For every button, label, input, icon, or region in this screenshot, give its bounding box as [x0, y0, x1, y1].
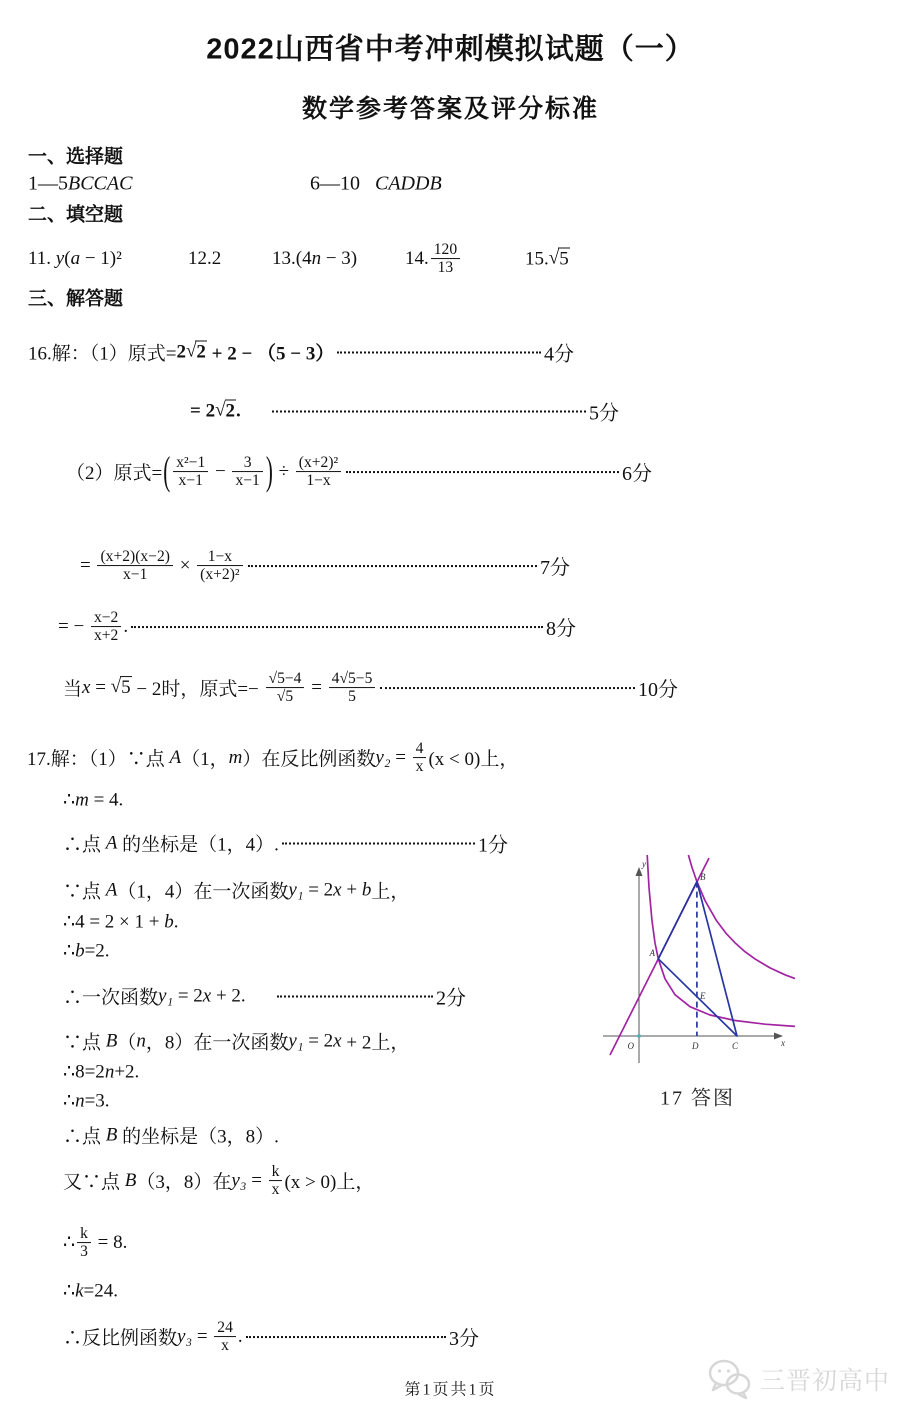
math-variable: A [169, 747, 182, 768]
math-text: = [192, 1326, 213, 1347]
section-heading-solution: 三、解答题 [28, 288, 124, 310]
fraction [91, 609, 121, 645]
fill-answer-12 [188, 248, 221, 270]
radical-sign-icon: √ [215, 399, 226, 421]
math-text: ∴一次函数 [63, 987, 159, 1009]
page-subtitle: 数学参考答案及评分标准 [301, 96, 599, 123]
fraction-numerator: k [271, 1163, 280, 1181]
dot-leader [131, 626, 543, 628]
solution-line-17-5 [63, 911, 178, 934]
math-bold-text: = 2 [190, 400, 216, 421]
score-label: 4分 [544, 343, 574, 366]
math-variable: x [202, 985, 212, 1006]
watermark-text: 三晋初高中 [760, 1368, 891, 1395]
fraction-numerator: 24 [217, 1319, 233, 1337]
solution-line-16-5 [58, 609, 576, 645]
fill-answer-13 [272, 248, 357, 270]
formula [63, 911, 178, 934]
fraction-numerator: 120 [433, 241, 458, 259]
formula [80, 548, 245, 584]
formula [188, 248, 221, 270]
radicand: 2 [225, 400, 236, 422]
math-text: − 3) [321, 248, 358, 269]
math-text: =3. [84, 1090, 110, 1111]
fraction [431, 241, 460, 277]
math-text: (x > 0)上， [284, 1172, 375, 1194]
math-variable: y₂ [375, 747, 391, 768]
fraction-numerator: 1−x [207, 548, 233, 566]
label-point-a: A [649, 948, 655, 958]
solution-line-17-2 [63, 789, 123, 812]
solution-line-17-9 [63, 1061, 139, 1084]
solution-line-17-4 [63, 877, 409, 904]
fraction-numerator: √5−4 [268, 670, 302, 688]
wechat-icon [706, 1358, 752, 1400]
math-text: 1—5 [28, 172, 68, 195]
formula [63, 670, 377, 706]
math-text: =2. [84, 940, 110, 961]
formula [63, 1028, 409, 1055]
hyperbola-branch-lower [647, 855, 795, 1026]
math-variable: k [75, 1280, 84, 1301]
fill-answer-15 [525, 248, 570, 271]
formula [63, 1319, 243, 1355]
page-number: 第1页共1页 [404, 1381, 497, 1399]
math-text: 13.(4 [272, 248, 312, 269]
solution-line-17-8 [63, 1028, 409, 1055]
solution-line-17-12 [63, 1163, 374, 1199]
math-text: 的坐标是（3，8）. [117, 1126, 279, 1148]
math-text: ∵点 [63, 881, 106, 903]
math-variable: n [104, 1061, 115, 1082]
math-paren: ( [163, 448, 171, 494]
math-text: ∵点 [63, 1032, 106, 1054]
radicand: 5 [559, 248, 569, 270]
math-text: 11. [28, 248, 56, 269]
fraction-denominator: x+2 [91, 627, 121, 645]
label-point-e: E [700, 991, 706, 1001]
formula [63, 1122, 279, 1149]
formula [63, 983, 274, 1010]
page-title: 2022山西省中考冲刺模拟试题（一） [206, 33, 695, 66]
math-text: = − [58, 616, 89, 637]
math-text: = 2 [173, 985, 203, 1006]
math-text: （2）原式= [66, 463, 163, 485]
math-text: ∴8=2 [63, 1061, 105, 1083]
formula [190, 400, 269, 423]
fraction [197, 548, 242, 584]
math-text: 14. [405, 248, 429, 269]
score-label: 8分 [546, 618, 576, 641]
math-text: = 2 [303, 879, 334, 900]
math-variable: n [311, 248, 322, 269]
score-label: 7分 [540, 557, 570, 580]
math-text: ∴4 = 2 × 1 + [63, 911, 165, 933]
figure-caption: 17 答图 [660, 1087, 735, 1110]
section-heading-fill: 二、填空题 [28, 204, 124, 226]
fraction-numerator: 4 [415, 740, 424, 758]
math-text: . [123, 616, 129, 637]
fraction [329, 670, 376, 706]
math-variable: x [333, 879, 342, 900]
math-variable: n [136, 1030, 146, 1051]
fraction-denominator: 3 [77, 1243, 91, 1261]
section-heading-choice: 一、选择题 [28, 146, 124, 168]
formula [58, 609, 128, 645]
math-bold-text: . [236, 400, 241, 421]
math-paren: ) [265, 448, 273, 494]
solution-line-16-1 [28, 338, 574, 367]
fill-answer-14 [405, 241, 462, 277]
formula [63, 1061, 139, 1084]
choice-answers-6-10 [310, 173, 442, 196]
formula [63, 1280, 118, 1303]
math-variable: a [70, 248, 81, 269]
math-text: = 8. [92, 1232, 128, 1253]
math-text: 12.2 [188, 248, 222, 269]
math-text: − [210, 461, 231, 482]
fraction-denominator: 1−x [296, 472, 341, 490]
fill-answer-11 [28, 248, 122, 270]
dot-leader [248, 565, 537, 567]
choice-answers-1-5 [28, 173, 132, 196]
formula [63, 830, 279, 857]
math-text: = [80, 555, 96, 576]
answer-figure [595, 853, 800, 1068]
solution-line-17-14 [63, 1280, 118, 1303]
fraction-numerator: (x+2)² [298, 454, 339, 472]
fraction [266, 670, 305, 706]
solution-line-17-1 [27, 740, 518, 776]
math-text: +2. [114, 1061, 140, 1082]
fraction [77, 1225, 91, 1261]
choice-answers-text [28, 173, 132, 196]
label-x-axis: x [781, 1038, 785, 1048]
fraction [269, 1163, 283, 1199]
formula [27, 740, 518, 776]
formula [63, 877, 409, 904]
math-text: ∴ [63, 1090, 76, 1112]
math-text [241, 400, 270, 422]
fraction-denominator: x [413, 758, 427, 776]
dot-leader [272, 410, 586, 412]
math-text: = 2 [303, 1030, 334, 1051]
label-point-b: B [700, 872, 706, 882]
math-variable: y₃ [177, 1326, 193, 1347]
math-variable: x [82, 677, 91, 698]
math-text: ∴ [63, 940, 76, 962]
math-variable: n [75, 1090, 85, 1111]
math-text: ∴ [63, 789, 76, 811]
math-text: = [390, 747, 411, 768]
math-bold-text: + 2 − （5 − 3） [206, 343, 335, 365]
score-label: 1分 [478, 834, 508, 857]
solution-line-16-3 [66, 448, 652, 494]
math-text: （ [117, 1032, 137, 1054]
math-variable: y [55, 248, 65, 269]
math-text: ，8）在一次函数 [145, 1032, 289, 1054]
math-text: ∴反比例函数 [63, 1328, 178, 1350]
radical-sign-icon: √ [110, 676, 122, 698]
dot-leader [277, 995, 433, 997]
math-text: 当 [63, 679, 83, 701]
math-text: 6—10 [310, 172, 375, 195]
math-variable: x [333, 1030, 342, 1051]
solution-line-17-6 [63, 940, 110, 963]
solution-line-17-15 [63, 1319, 479, 1355]
math-variable: A [105, 879, 118, 900]
solution-line-17-10 [63, 1090, 110, 1113]
math-text: − 1)² [80, 248, 122, 269]
math-variable: B [105, 1030, 118, 1051]
fraction-numerator: 4√5−5 [331, 670, 373, 688]
math-text: − 2时，原式=− [131, 679, 264, 701]
math-variable: y₃ [231, 1170, 247, 1191]
math-text: ∴点 [63, 834, 106, 856]
dot-leader [337, 351, 541, 353]
solution-line-16-2 [190, 397, 619, 426]
math-text: 的坐标是（1，4）. [117, 834, 279, 856]
math-bold-text: 2 [176, 341, 186, 362]
radicand: 5 [121, 677, 131, 699]
formula [66, 448, 343, 494]
math-text: + [341, 879, 362, 900]
formula [63, 789, 123, 812]
math-text: ÷ [273, 461, 294, 482]
math-variable: A [105, 832, 118, 853]
math-variable: b [75, 940, 85, 961]
fraction [413, 740, 427, 776]
sqrt-expression [215, 400, 236, 423]
math-text: . [173, 911, 179, 932]
math-text: 17.解：（1）∵点 [27, 749, 170, 771]
math-text: = [90, 677, 111, 698]
math-text: 上， [371, 881, 410, 903]
formula [63, 940, 110, 963]
fraction [173, 454, 208, 490]
fraction-denominator: x−1 [97, 566, 172, 584]
formula [405, 241, 462, 277]
fraction [296, 454, 341, 490]
fraction-numerator: x²−1 [176, 454, 206, 472]
math-text: = [306, 677, 327, 698]
label-point-c: C [732, 1041, 739, 1051]
math-text: ( [64, 248, 71, 269]
sqrt-expression [111, 677, 132, 700]
fraction-numerator: (x+2)(x−2) [100, 548, 170, 566]
fraction-denominator: 5 [329, 688, 376, 706]
formula [272, 248, 357, 270]
dot-leader [246, 1336, 446, 1338]
fraction-numerator: x−2 [93, 609, 119, 627]
radical-sign-icon: √ [548, 247, 560, 269]
label-y-axis: y [642, 859, 646, 869]
sqrt-expression [549, 248, 570, 271]
math-text: ）在反比例函数 [242, 749, 376, 771]
solution-line-17-13 [63, 1225, 127, 1261]
math-text: （1，4）在一次函数 [117, 881, 289, 903]
formula [28, 248, 122, 270]
formula [63, 1090, 110, 1113]
formula [63, 1225, 127, 1261]
fraction [214, 1319, 236, 1355]
fraction-numerator: k [80, 1225, 88, 1243]
solution-line-16-4 [80, 548, 570, 584]
label-origin: O [627, 1041, 634, 1051]
dot-leader [380, 687, 635, 689]
score-label: 2分 [436, 987, 466, 1010]
fraction-denominator: √5 [266, 688, 305, 706]
score-label: 3分 [449, 1328, 479, 1351]
fraction-numerator: 3 [243, 454, 252, 472]
math-variable: B [105, 1124, 118, 1145]
label-point-d: D [692, 1041, 699, 1051]
math-text: (x < 0)上， [428, 749, 519, 771]
radical-sign-icon: √ [185, 340, 197, 362]
math-text: . [237, 1326, 243, 1347]
fraction [232, 454, 262, 490]
fraction-denominator: (x+2)² [197, 566, 242, 584]
choice-answers-text [310, 173, 442, 196]
fraction [97, 548, 172, 584]
radicand: 2 [196, 341, 206, 363]
math-text: （3，8）在 [136, 1172, 232, 1194]
math-variable: BCCAC [68, 172, 133, 195]
fraction-denominator: x [269, 1181, 283, 1199]
math-text: 16.解：（1）原式= [28, 343, 177, 365]
fraction-denominator: x−1 [173, 472, 208, 490]
score-label: 5分 [589, 402, 619, 425]
math-text: 15. [525, 248, 549, 269]
formula [63, 1163, 374, 1199]
math-variable: y₁ [288, 879, 304, 900]
math-text: × [174, 555, 196, 576]
dot-leader [282, 842, 475, 844]
math-text: + 2上， [341, 1032, 410, 1054]
solution-line-16-6 [63, 670, 678, 706]
formula [28, 339, 334, 366]
math-text: ∴点 [63, 1126, 106, 1148]
score-label: 10分 [638, 679, 678, 702]
formula [525, 248, 570, 271]
math-text: ∴ [63, 1280, 76, 1302]
math-text: = [246, 1170, 267, 1191]
dot-leader [346, 471, 619, 473]
math-variable: B [124, 1170, 137, 1191]
solution-line-17-7 [63, 982, 466, 1011]
score-label: 6分 [622, 463, 652, 486]
math-variable: y₁ [288, 1030, 304, 1051]
coordinate-plot [595, 853, 800, 1068]
solution-line-17-3 [63, 829, 508, 858]
math-text: （1， [181, 749, 229, 771]
math-text [246, 985, 275, 1007]
math-variable: m [75, 789, 89, 810]
fraction-denominator: 13 [431, 259, 460, 277]
math-variable: b [361, 879, 372, 900]
origin-tick [638, 1035, 641, 1038]
math-text: ∴ [63, 1232, 76, 1254]
solution-line-17-11 [63, 1122, 279, 1149]
math-variable: m [228, 747, 243, 768]
math-variable: y₁ [158, 985, 174, 1006]
math-text: =24. [83, 1280, 118, 1301]
math-text: = 4. [88, 789, 124, 810]
math-text: + 2. [211, 985, 246, 1006]
watermark [706, 1358, 890, 1400]
math-variable: CADDB [375, 172, 442, 195]
math-variable: b [164, 911, 174, 932]
fraction-denominator: x−1 [232, 472, 262, 490]
math-text: 又∵点 [63, 1172, 125, 1194]
fraction-denominator: x [214, 1337, 236, 1355]
sqrt-expression [186, 341, 207, 364]
